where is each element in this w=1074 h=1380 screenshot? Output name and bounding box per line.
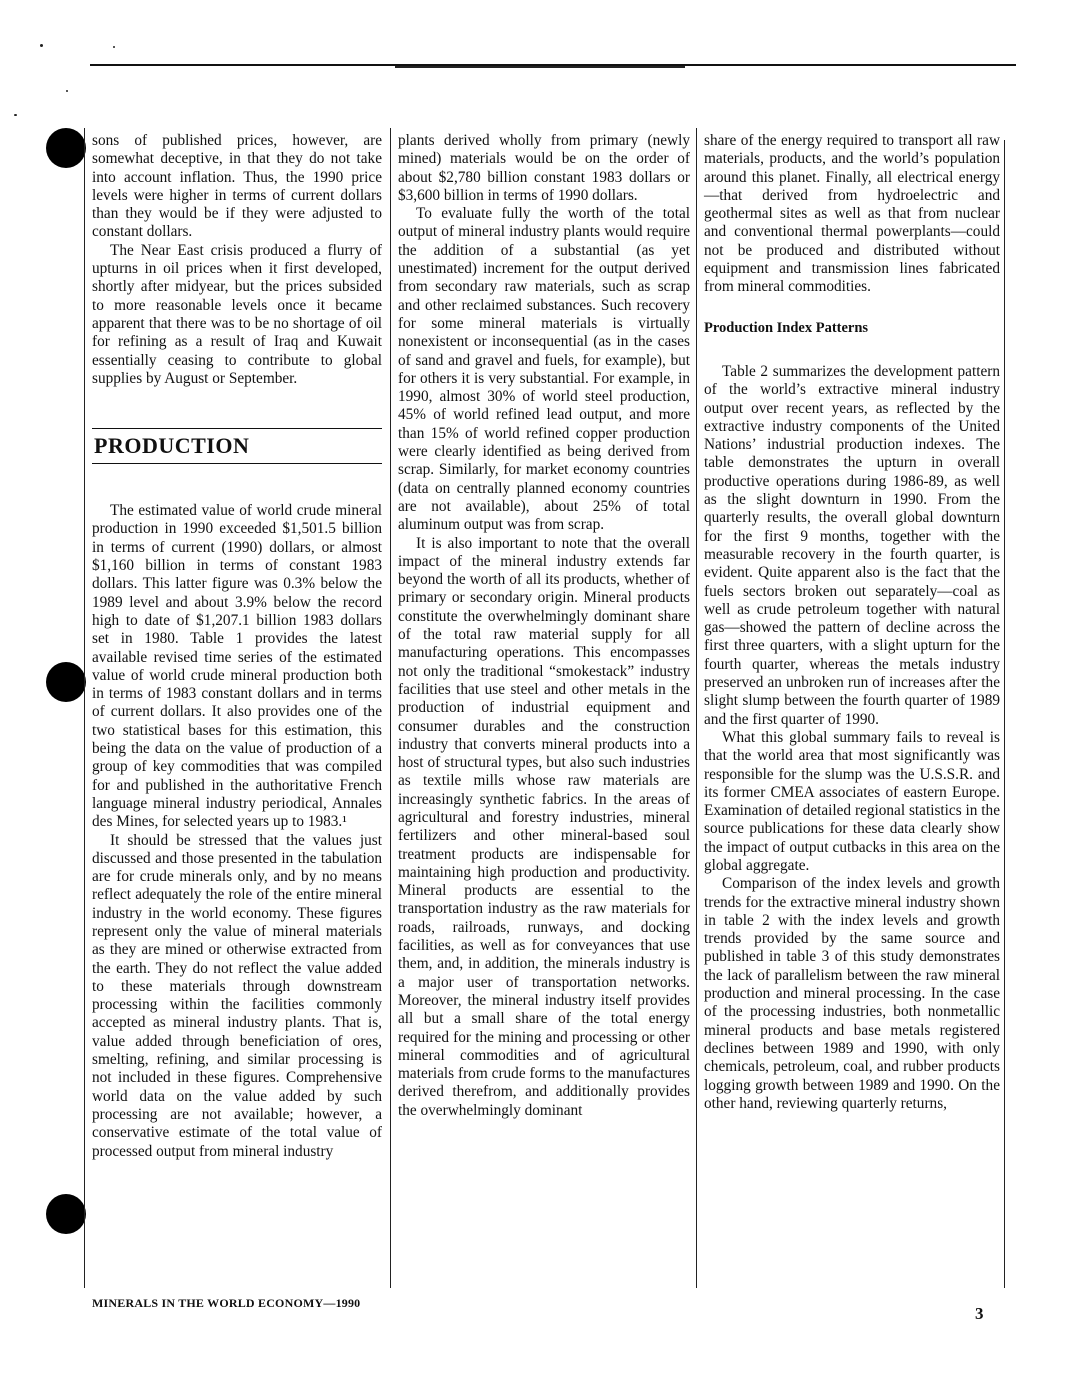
column-divider	[390, 128, 391, 1288]
paragraph: plants derived wholly from primary (newly mined) materials would be on the order of about $2,780 billion constant 1983 dollars or $3,600 billion in terms of 1990 dollars.	[398, 132, 690, 204]
column-3	[704, 132, 1000, 1113]
subsection-heading: Production Index Patterns	[704, 319, 869, 336]
paragraph: share of the energy required to transport all raw materials, products, and the world’s population around this planet. Finally, all electrical energy—that derived from hydroelectric and geothermal sites as well as that from nuclear and conventional thermal powerplants—could not be produced and distributed without equipment and transmission lines fabricated from mineral commodities.	[704, 132, 1000, 296]
column-1	[92, 132, 382, 1161]
column-divider	[696, 128, 697, 1288]
punch-hole	[46, 662, 86, 702]
column-2	[398, 132, 690, 1120]
paragraph: Comparison of the index levels and growth trends for the extractive mineral industry shown in table 2 with the index levels and growth trends provided by the same source and published in table 3 of this study demonstrates the lack of parallelism between the raw mineral production and mineral processing. In the case of the processing industries, both nonmetallic mineral products and base metals registered declines between 1989 and 1990, with only chemicals, petroleum, coal, and rubber products logging growth between 1989 and 1990. On the other hand, reviewing quarterly returns,	[704, 875, 1000, 1112]
paragraph: The Near East crisis produced a flurry of upturns in oil prices when it first developed, shortly after midyear, but the prices subsided to more reasonable levels once it became apparent that there was to be no shortage of oil for refining as a result of Iraq and Kuwait essentially ceasing to contribute to global supplies by August or September.	[92, 241, 382, 387]
scan-speck	[14, 114, 17, 116]
running-footer-title: MINERALS IN THE WORLD ECONOMY—1990	[92, 1296, 361, 1310]
section-title: PRODUCTION	[94, 433, 250, 459]
header-rule-accent	[395, 66, 685, 68]
paragraph: sons of published prices, however, are somewhat deceptive, in that they do not take into account inflation. Thus, the 1990 price levels were higher in terms of current dollars than they would be if they were adjusted to constant dollars.	[92, 132, 382, 241]
scan-speck	[40, 44, 43, 47]
punch-hole	[46, 1194, 86, 1234]
scan-speck	[66, 90, 68, 92]
punch-hole	[46, 128, 86, 168]
paragraph: The estimated value of world crude mineral production in 1990 exceeded $1,501.5 billion in terms of current (1990) dollars, or almost $1,160 billion in terms of constant 1983 dollars. This latter figure was 0.3% below the 1989 level and about 3.9% below the record high to date of $1,207.1 billion 1983 dollars set in 1980. Table 1 provides the latest available revised time series of the estimated value of world crude mineral production both in terms of 1983 constant dollars and in terms of current dollars. It also provides one of the two statistical bases for this estimation, this being the data on the value of production of a group of key commodities that was compiled for and published in the authoritative French language mineral industry periodical, Annales des Mines, for selected years up to 1983.¹	[92, 502, 382, 831]
paragraph: Table 2 summarizes the development pattern of the world’s extractive mineral industry output over recent years, as reflected by the extractive industry components of the United Nations’ industrial production indexes. The table demonstrates the upturn in overall productive operations during 1986-89, as well as the slight downturn in 1990. From the quarterly results, the overall global downturn for the first 9 months, together with the measurable recovery in the fourth quarter, is evident. Quite apparent also is the fact that the fuels sectors broken out separately—coal as well as crude petroleum together with natural gas—showed the pattern of decline across the first three quarters, with a slight upturn for the fourth quarter, whereas the metals industry preserved an unbroken run of increases after the slight slump between the fourth quarter of 1989 and the first quarter of 1990.	[704, 362, 1000, 728]
column-divider	[84, 128, 85, 1288]
page-number: 3	[975, 1304, 984, 1323]
section-header	[92, 428, 382, 464]
paragraph: It is also important to note that the overall impact of the mineral industry extends far beyond the worth of all its products, whether of primary or secondary origin. Mineral products constitute the overwhelmingly dominant share of the total raw material supply for all manufacturing operations. This encompasses not only the traditional “smokestack” industry facilities that use steel and other metals in the production of industrial equipment and consumer durables and the construction industry that converts mineral products into a host of structural types, but also such industries as textile mills whose raw materials are increasingly synthetic fabrics. In the areas of agricultural and forestry industries, mineral fertilizers and other mineral-based soul treatment products are indispensable for maintaining high production and productivity. Mineral products are essential to the transportation industry as the raw materials for roads, railroads, runways, and docking facilities, as well as for conveyances that use them, and, in addition, the minerals industry is a major user of transportation networks. Moreover, the mineral industry itself provides all but a small share of the total energy required for the mining and processing or other mineral commodities and of agricultural materials from crude forms to the manufactures derived therefrom, and additionally provides the overwhelmingly dominant	[398, 534, 690, 1119]
paragraph: What this global summary fails to reveal is that the world area that most significantly was responsible for the slump was the U.S.S.R. and its former CMEA associates of eastern Europe. Examination of detailed regional statistics in the source publications for these data clearly show the impact of output cutbacks in this area on the global aggregate.	[704, 728, 1000, 874]
paragraph: To evaluate fully the worth of the total output of mineral industry plants would require the addition of a substantial (as yet unestimated) increment for the output derived from secondary raw materials, such as scrap and other reclaimed substances. Such recovery for some mineral materials is virtually nonexistent or inconsequential (as in the cases of sand and gravel and fuels, for example), but for others it is very substantial. For example, in 1990, almost 30% of world steel production, 45% of world refined lead output, and more than 15% of world refined copper production were clearly identified as being derived from scrap. Similarly, for market economy countries (data on centrally planned economy countries are not available), about 25% of total aluminum output was from scrap.	[398, 205, 690, 534]
paragraph: It should be stressed that the values just discussed and those presented in the tabulation are for crude minerals only, and by no means reflect adequately the role of the entire mineral industry in the world economy. These figures represent only the value of mineral materials as they are mined or otherwise extracted from the earth. They do not reflect the value added to these materials through downstream processing within the facilities commonly accepted as mineral industry plants. That is, value added through beneficiation of ores, smelting, refining, and similar processing is not included in these figures. Comprehensive world data on the value added by such processing are not available; however, a conservative estimate of the total value of processed output from mineral industry	[92, 831, 382, 1160]
scan-speck	[113, 46, 115, 48]
column-divider	[1004, 140, 1005, 1288]
